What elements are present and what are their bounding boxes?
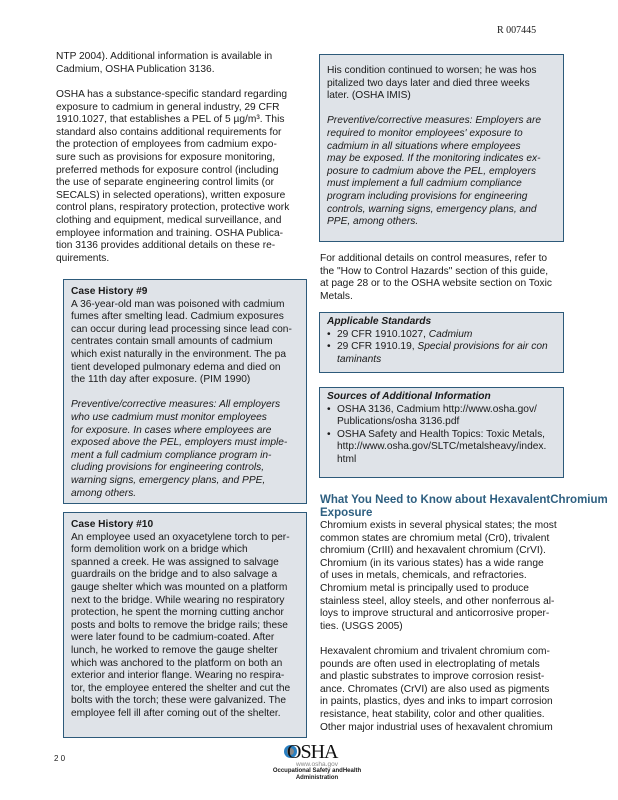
text-line: in paints, plastics, dyes and inks to impart corrosion bbox=[320, 696, 553, 708]
text-line: which exist naturally in the environment. The pa bbox=[71, 348, 286, 360]
text-line: tion 3136 provides additional details on these re- bbox=[56, 240, 276, 252]
text-line: standard also contains additional requirements for bbox=[56, 126, 282, 138]
text-line: pounds are often used in electroplating of metals bbox=[320, 658, 540, 670]
text-line: sure such as provisions for exposure monitoring, bbox=[56, 151, 276, 163]
text-line: Hexavalent chromium and trivalent chromium com- bbox=[320, 646, 550, 657]
text-line: posts and bolts to remove the bridge rails; these bbox=[71, 619, 288, 631]
chromium-para-2 bbox=[320, 646, 553, 734]
text-line: common states are chromium metal (Cr0), trivalent bbox=[320, 532, 550, 544]
text-line: pitalized two days later and died three weeks bbox=[327, 77, 530, 89]
text-line: OSHA has a substance-specific standard regarding bbox=[56, 89, 288, 100]
standard-item: • 29 CFR 1910.1027, Cadmium bbox=[327, 329, 548, 342]
text-line: Cadmium, OSHA Publication 3136. bbox=[56, 63, 215, 75]
case-history-9-body bbox=[71, 299, 292, 387]
text-line: chromium (CrIII) and hexavalent chromium (CrVI). bbox=[320, 545, 546, 557]
text-line: http://www.osha.gov/SLTC/metalsheavy/index. bbox=[337, 441, 547, 453]
text-line: may be exposed. If the monitoring indicates ex- bbox=[327, 153, 541, 165]
osha-url[interactable]: www.osha.gov bbox=[296, 761, 338, 768]
text-line: control plans, respiratory protection, protective work bbox=[56, 202, 290, 214]
text-line: which was anchored to the platform on both an bbox=[71, 657, 283, 669]
text-line: posure to cadmium above the PEL, employers bbox=[327, 165, 536, 177]
text-line: can occur during lead processing since lead con- bbox=[71, 323, 292, 335]
applicable-standards-title: Applicable Standards bbox=[327, 316, 432, 327]
text-line: Chromium Exposure bbox=[320, 494, 608, 519]
text-line: Chromium metal is principally used to produce bbox=[320, 582, 529, 594]
source-item-link[interactable] bbox=[327, 429, 546, 467]
case-history-10-box bbox=[63, 512, 307, 738]
text-line: guardrails on the bridge and to also salvage a bbox=[71, 569, 278, 581]
case-history-9-box bbox=[63, 279, 307, 504]
doc-id: R 007445 bbox=[497, 25, 537, 36]
text-line: quirements. bbox=[56, 252, 110, 264]
case-history-10-title: Case History #10 bbox=[71, 519, 154, 530]
text-line: loys to improve structural and anticorrosive proper- bbox=[320, 608, 550, 620]
text-line: exposure to cadmium in general industry, 29 CFR bbox=[56, 101, 280, 113]
text-line: controls, warning signs, emergency plans, and bbox=[327, 203, 537, 215]
text-line: For additional details on control measures, refer to bbox=[320, 253, 548, 264]
text-line: His condition continued to worsen; he was hos bbox=[327, 65, 537, 76]
text-line: gauge shelter which was mounted on a platform bbox=[71, 581, 288, 593]
text-line: stainless steel, alloy steels, and other nonferrous al- bbox=[320, 595, 555, 607]
text-line: the 11th day after exposure. (PIM 1990) bbox=[71, 374, 251, 386]
case-continued-measures bbox=[327, 115, 541, 228]
source-item-link[interactable] bbox=[327, 404, 546, 429]
text-line: of uses in metals, chemicals, and refractories. bbox=[320, 570, 527, 582]
text-line: tor, the employee entered the shelter and cut the bbox=[71, 682, 291, 694]
case-history-9-measures bbox=[71, 399, 292, 500]
text-line: were later found to be cadmium-coated. After bbox=[71, 632, 275, 644]
text-line: cadmium in all situations where employees bbox=[327, 140, 521, 152]
text-line: cluding provisions for engineering controls, bbox=[71, 462, 265, 474]
text-line: Chromium (in its various states) has a wide range bbox=[320, 557, 544, 569]
text-line: • OSHA Safety and Health Topics: Toxic Metals, bbox=[337, 428, 545, 440]
text-line: next to the bridge. While wearing no respiratory bbox=[71, 594, 285, 606]
text-line: later. (OSHA IMIS) bbox=[327, 90, 411, 102]
text-line: bolts with the torch; these were galvanized. The bbox=[71, 695, 287, 707]
text-line: resistance, heat stability, color and other qualities. bbox=[320, 708, 545, 720]
text-line: form demolition work on a bridge which bbox=[71, 544, 248, 556]
text-line: the use of separate engineering control limits (or bbox=[56, 177, 275, 189]
text-line: Chromium exists in several physical states; the most bbox=[320, 520, 557, 531]
case-continued-body bbox=[327, 65, 541, 103]
text-line: lunch, he worked to remove the gauge shelter bbox=[71, 644, 278, 656]
sources-title: Sources of Additional Information bbox=[327, 391, 491, 402]
text-line: Metals. bbox=[320, 290, 353, 302]
osha-logo: OSHA www.osha.gov Occupational Safety andHealth Administration bbox=[272, 741, 362, 781]
text-line: ties. (USGS 2005) bbox=[320, 620, 403, 632]
text-line: Health Administration bbox=[295, 768, 362, 781]
text-line: employee fell ill after coming out of the shelter. bbox=[71, 707, 281, 719]
left-para-1 bbox=[56, 51, 272, 76]
text-line: Occupational Safety and bbox=[272, 768, 343, 774]
text-line: tient developed pulmonary edema and died on bbox=[71, 361, 281, 373]
text-line: employee information and training. OSHA Publica- bbox=[56, 227, 284, 239]
text-line: An employee used an oxyacetylene torch to per- bbox=[71, 531, 290, 543]
text-line: exterior and interior flange. Wearing no respira- bbox=[71, 670, 285, 682]
text-line: for exposure. In cases where employees are bbox=[71, 424, 272, 436]
osha-org-name bbox=[272, 768, 362, 782]
text-line: centrates contain small amounts of cadmium bbox=[71, 336, 273, 348]
sources-box bbox=[319, 387, 564, 478]
text-line: must implement a full cadmium compliance bbox=[327, 178, 522, 190]
text-line: required to monitor employees' exposure to bbox=[327, 127, 523, 139]
text-line: Preventive/corrective measures: All employers bbox=[71, 399, 281, 411]
chromium-para-1 bbox=[320, 520, 557, 633]
additional-details-para bbox=[320, 253, 552, 303]
text-line: html bbox=[337, 453, 357, 465]
text-line: clothing and equipment, medical surveillance, and bbox=[56, 214, 282, 226]
text-line: exposed above the PEL, employers must imple- bbox=[71, 437, 288, 449]
standard-item: • 29 CFR 1910.19, Special provisions for air con taminants bbox=[327, 341, 548, 366]
text-line: Other major industrial uses of hexavalent chromium bbox=[320, 721, 553, 733]
text-line: • OSHA 3136, Cadmium http://www.osha.gov/ bbox=[337, 403, 537, 415]
page-number: 2 0 bbox=[54, 754, 66, 763]
text-line: the "How to Control Hazards" section of this guide, bbox=[320, 265, 549, 277]
text-line: protection, he spent the morning cutting anchor bbox=[71, 607, 284, 619]
text-line: spanned a creek. He was assigned to salvage bbox=[71, 556, 279, 568]
text-line: among others. bbox=[71, 487, 137, 499]
text-line: NTP 2004). Additional information is available in bbox=[56, 51, 273, 62]
left-para-2 bbox=[56, 89, 289, 265]
text-line: at page 28 or to the OSHA website section on Toxic bbox=[320, 278, 552, 290]
text-line: fumes after smelting lead. Cadmium exposures bbox=[71, 311, 284, 323]
case-history-10-body bbox=[71, 532, 290, 721]
case-history-9-title: Case History #9 bbox=[71, 286, 148, 297]
text-line: What You Need to Know about Hexavalent bbox=[320, 494, 551, 506]
text-line: and plastic substrates to improve corrosion resist- bbox=[320, 671, 545, 683]
case-continued-box bbox=[319, 54, 564, 242]
text-line: the protection of employees from cadmium expo- bbox=[56, 139, 277, 151]
text-line: Preventive/corrective measures: Employers are bbox=[327, 115, 542, 127]
text-line: Publications/osha 3136.pdf bbox=[337, 416, 460, 428]
section-heading-hexavalent-chromium bbox=[320, 494, 618, 520]
text-line: preferred methods for exposure control (including bbox=[56, 164, 279, 176]
text-line: ment a full cadmium compliance program in- bbox=[71, 449, 272, 461]
text-line: program including provisions for engineering bbox=[327, 190, 528, 202]
text-line: SECALS) in selected operations), written exposure bbox=[56, 189, 286, 201]
text-line: PPE, among others. bbox=[327, 216, 419, 228]
text-line: warning signs, emergency plans, and PPE, bbox=[71, 474, 266, 486]
text-line: ance. Chromates (CrVI) are also used as pigments bbox=[320, 683, 550, 695]
applicable-standards-box bbox=[319, 312, 564, 373]
text-line: A 36-year-old man was poisoned with cadmium bbox=[71, 298, 285, 310]
text-line: who use cadmium must monitor employees bbox=[71, 411, 267, 423]
text-line: 1910.1027, that establishes a PEL of 5 µg/m³. This bbox=[56, 114, 285, 126]
